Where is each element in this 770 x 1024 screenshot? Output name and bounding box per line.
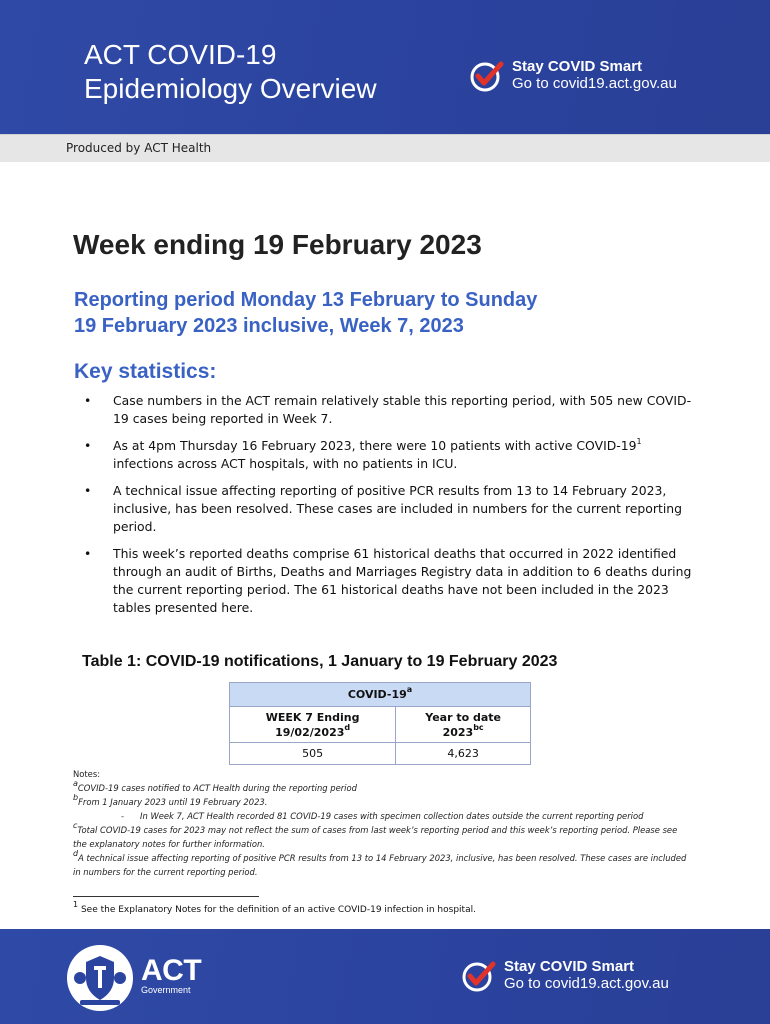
column-week: WEEK 7 Ending 19/02/2023$^d$ <box>230 707 396 743</box>
stay-covid-smart-footer <box>462 958 669 993</box>
check-icon <box>462 959 496 993</box>
promo-url: Go to covid19.act.gov.au <box>504 975 669 992</box>
table-notes <box>73 767 693 879</box>
note-a: $^a$COVID-19 cases notified to ACT Health during the reporting period <box>73 779 357 793</box>
note-c: $^c$Total COVID-19 cases for 2023 may not reflect the sum of cases from last week’s reporting period and this week’s reporting period. Please see the explanatory notes for further information. <box>73 821 678 849</box>
note-b: $^b$From 1 January 2023 until 19 February 2023. <box>73 793 268 807</box>
check-icon <box>470 59 504 93</box>
footnote-ref: 1 <box>636 436 642 446</box>
column-year-to-date: Year to date $2023^{bc}$ <box>396 707 531 743</box>
week-title: Week ending 19 February 2023 <box>73 229 482 260</box>
footnote-divider <box>73 896 259 897</box>
produced-by-text: Produced by ACT Health <box>66 141 212 155</box>
promo-slogan: Stay COVID Smart <box>512 58 643 75</box>
table-title: Table 1: COVID-19 notifications, 1 January to 19 February 2023 <box>82 653 558 670</box>
key-statistics-heading: Key statistics: <box>74 360 217 383</box>
list-item: • As at 4pm Thursday 16 February 2023, there were 10 patients with active COVID-$19^1$ infections across ACT hospitals, with no patients in ICU. <box>84 436 642 471</box>
title-line-1: ACT COVID-19 <box>84 39 277 70</box>
header-banner <box>0 0 770 134</box>
note-b-sub: - In Week 7, ACT Health recorded 81 COVID-19 cases with specimen collection dates outside the current reporting period <box>121 811 644 821</box>
table-header: COVID-19$^a$ <box>230 683 531 707</box>
list-item: • This week’s reported deaths comprise 61 historical deaths that occurred in 2022 identified through an audit of Births, Deaths and Marriages Registry data in addition to 6 deaths during the current reporting period. The 61 historical deaths have not been included in the 2023 tables presented here. <box>84 546 692 615</box>
reporting-period-line-1: Reporting period Monday 13 February to Sunday <box>74 289 538 311</box>
footnote: $^1$ See the Explanatory Notes for the definition of an active COVID-19 infection in hospital. <box>73 900 476 915</box>
week-cases-value: 505 <box>230 743 396 765</box>
reporting-period-line-2: 19 February 2023 inclusive, Week 7, 2023 <box>74 315 464 337</box>
produced-by-bar <box>0 134 770 162</box>
act-crest-icon <box>66 944 134 1012</box>
title-line-2: Epidemiology Overview <box>84 73 377 104</box>
list-item: • Case numbers in the ACT remain relatively stable this reporting period, with 505 new COVID-19 cases being reported in Week 7. <box>84 393 692 426</box>
key-statistics-list <box>82 392 694 626</box>
year-cases-value: 4,623 <box>396 743 531 765</box>
promo-url: Go to covid19.act.gov.au <box>512 75 677 92</box>
covid-notifications-table <box>229 682 531 765</box>
notes-heading: Notes: <box>73 769 101 779</box>
promo-slogan: Stay COVID Smart <box>504 958 635 975</box>
note-d: $^d$A technical issue affecting reporting of positive PCR results from 13 to 14 February 2023, inclusive, has been resolved. These cases are included in numbers for the current reporting period. <box>73 849 687 877</box>
reporting-period <box>74 287 674 339</box>
stay-covid-smart-header <box>470 58 677 93</box>
document-title <box>84 38 377 106</box>
list-item: • A technical issue affecting reporting of positive PCR results from 13 to 14 February 2023, inclusive, has been resolved. These cases are included in numbers for the current reporting period. <box>84 483 682 534</box>
act-government-logo: ACT Government <box>141 954 202 995</box>
